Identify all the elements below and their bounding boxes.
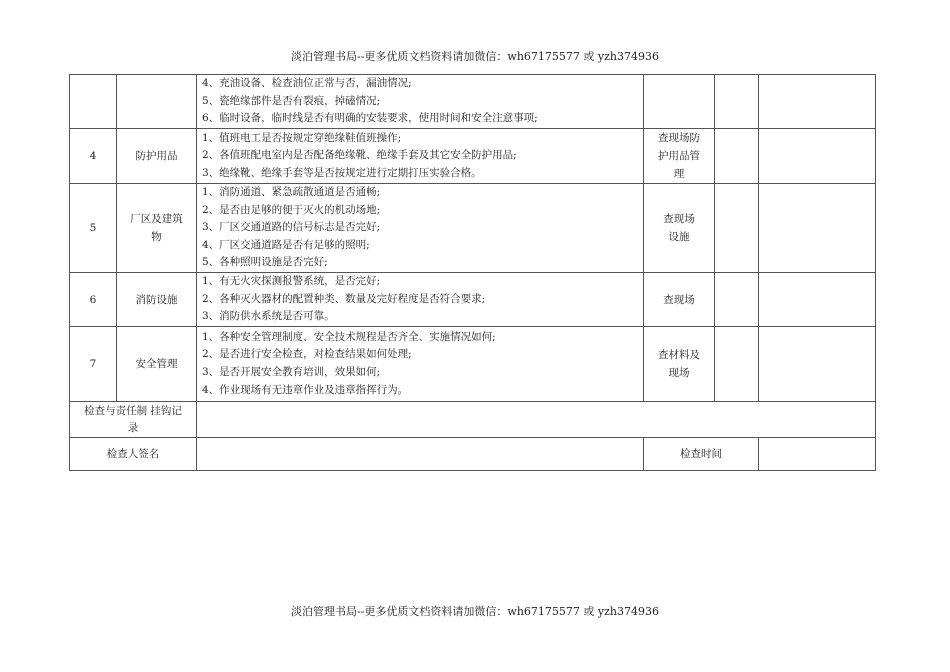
content-line: 4、厂区交通道路是否有足够的照明; (202, 238, 370, 251)
time-field (759, 438, 876, 471)
remark-cell (759, 129, 876, 184)
row-number: 4 (70, 129, 117, 184)
check-method (644, 327, 715, 402)
table-row (70, 327, 876, 402)
check-method (644, 129, 715, 184)
record-label-line: 检查与责任制 挂钩记 (84, 404, 182, 417)
result-cell (715, 75, 759, 129)
content-line: 4、充油设备、检查油位正常与否，漏油情况; (202, 77, 412, 90)
check-item (117, 75, 197, 129)
signature-row (70, 438, 876, 471)
method-line: 设施 (668, 231, 690, 243)
content-line: 5、各种照明设施是否完好; (202, 256, 328, 269)
content-line: 3、绝缘靴、绝缘手套等是否按规定进行定期打压实验合格。 (202, 166, 482, 179)
content-line: 6、临时设备，临时线是否有明确的安装要求，使用时间和安全注意事项; (202, 112, 538, 125)
check-item (117, 184, 197, 273)
row-number: 6 (70, 273, 117, 327)
row-number (70, 75, 117, 129)
content-line: 1、值班电工是否按规定穿绝缘鞋值班操作; (202, 131, 402, 144)
check-item: 消防设施 (117, 273, 197, 327)
check-content (197, 273, 644, 327)
item-line: 物 (151, 231, 162, 243)
table-row (70, 184, 876, 273)
method-line: 理 (673, 168, 685, 180)
remark-cell (759, 273, 876, 327)
content-line: 4、作业现场有无违章作业及违章指挥行为。 (202, 383, 409, 396)
record-label-line: 录 (127, 421, 139, 434)
record-field (197, 402, 876, 438)
check-content (197, 129, 644, 184)
check-item: 防护用品 (117, 129, 197, 184)
method-line: 查材料及 (658, 349, 700, 361)
content-line: 1、各种安全管理制度、安全技术规程是否齐全、实施情况如何; (202, 330, 496, 343)
check-content (197, 184, 644, 273)
result-cell (715, 184, 759, 273)
method-line: 查现场 (663, 213, 695, 225)
signature-field (197, 438, 644, 471)
content-line: 1、消防通道、紧急疏散通道是否通畅; (202, 186, 381, 199)
record-row (70, 402, 876, 438)
result-cell (715, 273, 759, 327)
content-line: 5、瓷绝缘部件是否有裂痕，掉磕情况; (202, 94, 381, 107)
content-line: 2、各值班配电室内是否配备绝缘靴、绝缘手套及其它安全防护用品; (202, 149, 517, 162)
check-content (197, 327, 644, 402)
row-number: 5 (70, 184, 117, 273)
page-header: 淡泊管理书局--更多优质文档资料请加微信：wh67175577 或 yzh374936 (291, 50, 659, 63)
table-row (70, 75, 876, 129)
content-line: 3、是否开展安全教育培训，效果如何; (202, 366, 381, 378)
row-number: 7 (70, 327, 117, 402)
page-footer: 淡泊管理书局--更多优质文档资料请加微信：wh67175577 或 yzh374936 (291, 605, 659, 618)
remark-cell (759, 184, 876, 273)
content-line: 3、厂区交通道路的信号标志是否完好; (202, 221, 381, 234)
table-row (70, 129, 876, 184)
content-line: 2、各种灭火器材的配置种类、数量及完好程度是否符合要求; (202, 292, 486, 305)
inspection-table (69, 74, 876, 471)
method-line: 护用品管 (658, 150, 700, 162)
remark-cell (759, 75, 876, 129)
method-line: 查现场 (663, 293, 695, 306)
record-label (70, 402, 197, 438)
result-cell (715, 129, 759, 184)
check-method (644, 184, 715, 273)
check-content (197, 75, 644, 129)
method-line: 现场 (668, 367, 690, 379)
content-line: 2、是否由足够的便于灭火的机动场地; (202, 203, 381, 216)
check-item: 安全管理 (117, 327, 197, 402)
time-label: 检查时间 (644, 438, 759, 471)
content-line: 1、有无火灾探测报警系统，是否完好; (202, 275, 381, 288)
method-line: 查现场防 (658, 132, 700, 144)
content-line: 2、是否进行安全检查，对检查结果如何处理; (202, 348, 412, 361)
signature-label: 检查人签名 (70, 438, 197, 471)
result-cell (715, 327, 759, 402)
content-line: 3、消防供水系统是否可靠。 (202, 310, 335, 323)
check-method (644, 273, 715, 327)
check-method (644, 75, 715, 129)
table-row (70, 273, 876, 327)
item-line: 厂区及建筑 (130, 213, 183, 225)
remark-cell (759, 327, 876, 402)
